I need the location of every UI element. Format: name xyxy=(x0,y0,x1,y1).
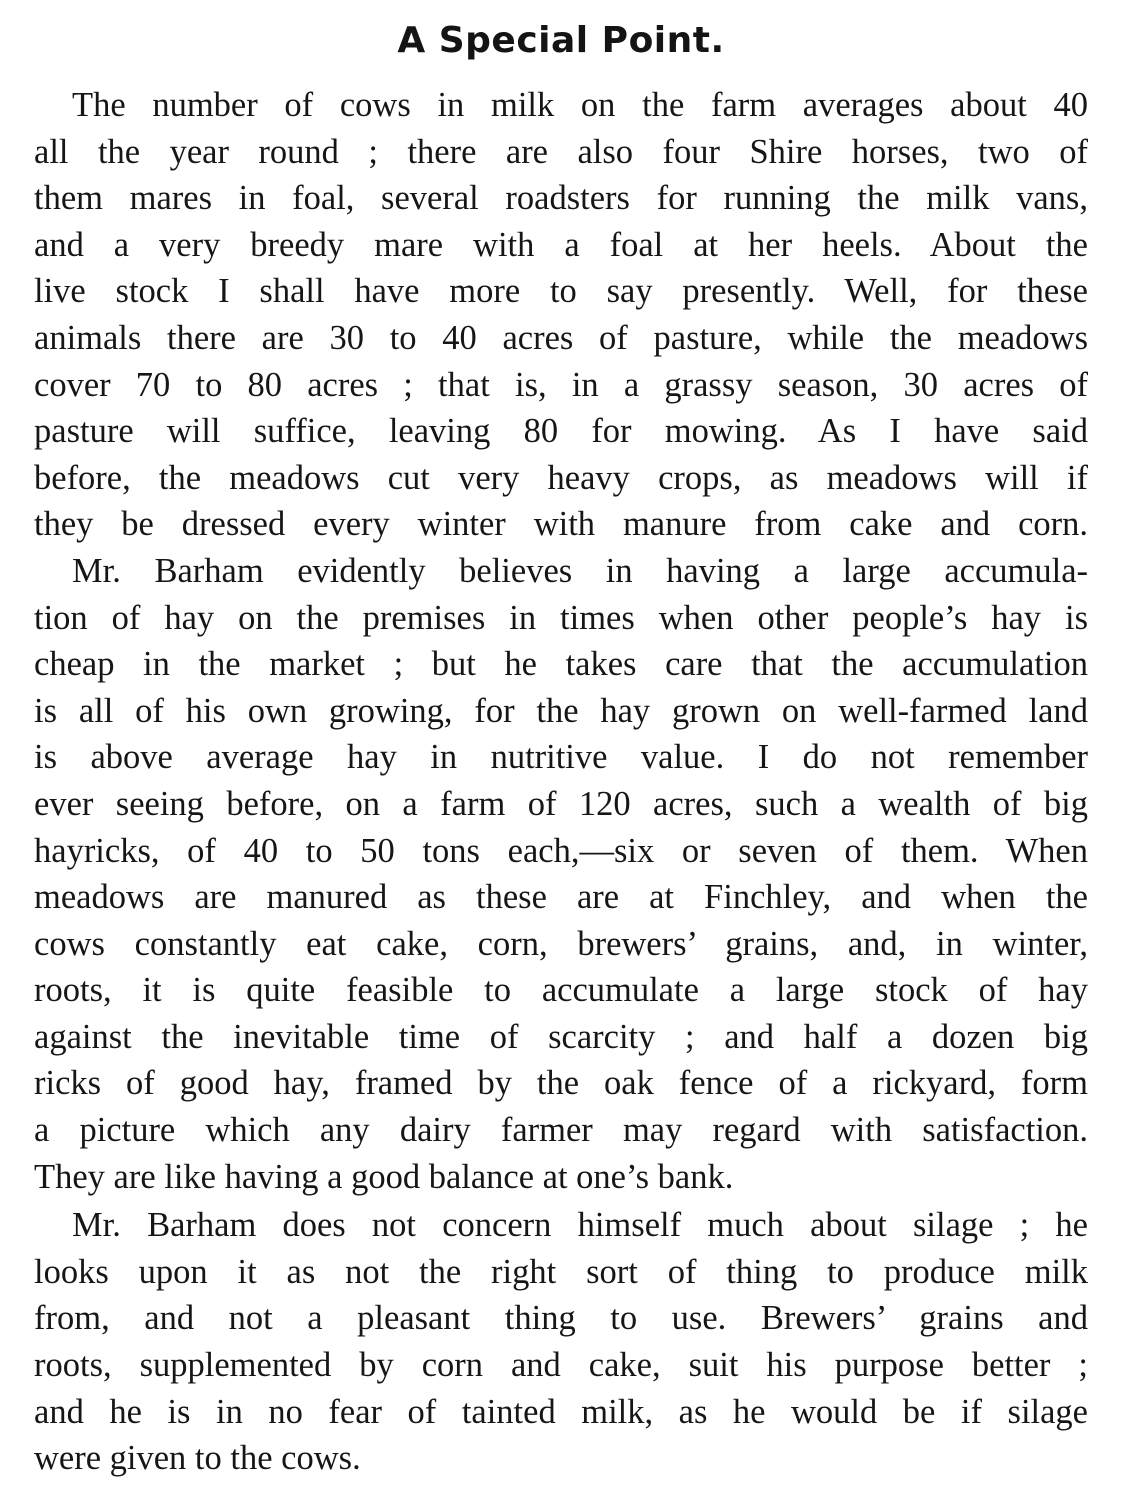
text-line: hayricks, of 40 to 50 tons each,—six or seven of them. When xyxy=(34,831,1088,870)
text-line: were given to the cows. xyxy=(34,1439,361,1478)
text-line: Mr. Barham evidently believes in having a large accumula- xyxy=(72,551,1088,590)
text-line: tion of hay on the premises in times when other people’s hay is xyxy=(34,598,1088,637)
text-line: animals there are 30 to 40 acres of pasture, while the meadows xyxy=(34,318,1088,357)
text-line: roots, supplemented by corn and cake, suit his purpose better ; xyxy=(34,1346,1088,1385)
text-line: a picture which any dairy farmer may regard with satisfaction. xyxy=(34,1111,1088,1150)
text-line: cheap in the market ; but he takes care that the accumulation xyxy=(34,645,1088,684)
text-line: is all of his own growing, for the hay grown on well-farmed land xyxy=(34,691,1088,730)
text-line: from, and not a pleasant thing to use. Brewers’ grains and xyxy=(34,1299,1088,1338)
text-line: cows constantly eat cake, corn, brewers’ grains, and, in winter, xyxy=(34,924,1088,963)
text-line: pasture will suffice, leaving 80 for mowing. As I have said xyxy=(34,412,1088,451)
text-line: The number of cows in milk on the farm averages about 40 xyxy=(72,86,1088,124)
text-line: roots, it is quite feasible to accumulate a large stock of hay xyxy=(34,971,1088,1010)
text-line: and he is in no fear of tainted milk, as he would be if silage xyxy=(34,1392,1088,1431)
text-line: them mares in foal, several roadsters for running the milk vans, xyxy=(34,179,1088,218)
text-line: They are like having a good balance at one’s bank. xyxy=(34,1157,734,1196)
text-line: all the year round ; there are also four Shire horses, two of xyxy=(34,132,1088,171)
paragraph-1 xyxy=(34,82,1088,548)
paragraph-2 xyxy=(34,548,1088,1200)
text-line: is above average hay in nutritive value. I do not remember xyxy=(34,738,1088,777)
text-line: looks upon it as not the right sort of thing to produce milk xyxy=(34,1252,1088,1291)
text-line: against the inevitable time of scarcity ; and half a dozen big xyxy=(34,1017,1088,1056)
text-line: cover 70 to 80 acres ; that is, in a grassy season, 30 acres of xyxy=(34,365,1088,404)
text-line: Mr. Barham does not concern himself much about silage ; he xyxy=(72,1206,1088,1245)
text-line: before, the meadows cut very heavy crops, as meadows will if xyxy=(34,458,1088,497)
page-title: A Special Point. xyxy=(397,20,725,61)
paragraph-3 xyxy=(34,1202,1088,1482)
text-line: and a very breedy mare with a foal at her heels. About the xyxy=(34,225,1088,264)
text-line: live stock I shall have more to say presently. Well, for these xyxy=(34,272,1088,311)
text-line: ricks of good hay, framed by the oak fence of a rickyard, form xyxy=(34,1064,1088,1103)
text-line: they be dressed every winter with manure from cake and corn. xyxy=(34,505,1088,544)
text-line: meadows are manured as these are at Finchley, and when the xyxy=(34,878,1088,917)
text-line: ever seeing before, on a farm of 120 acres, such a wealth of big xyxy=(34,784,1088,823)
